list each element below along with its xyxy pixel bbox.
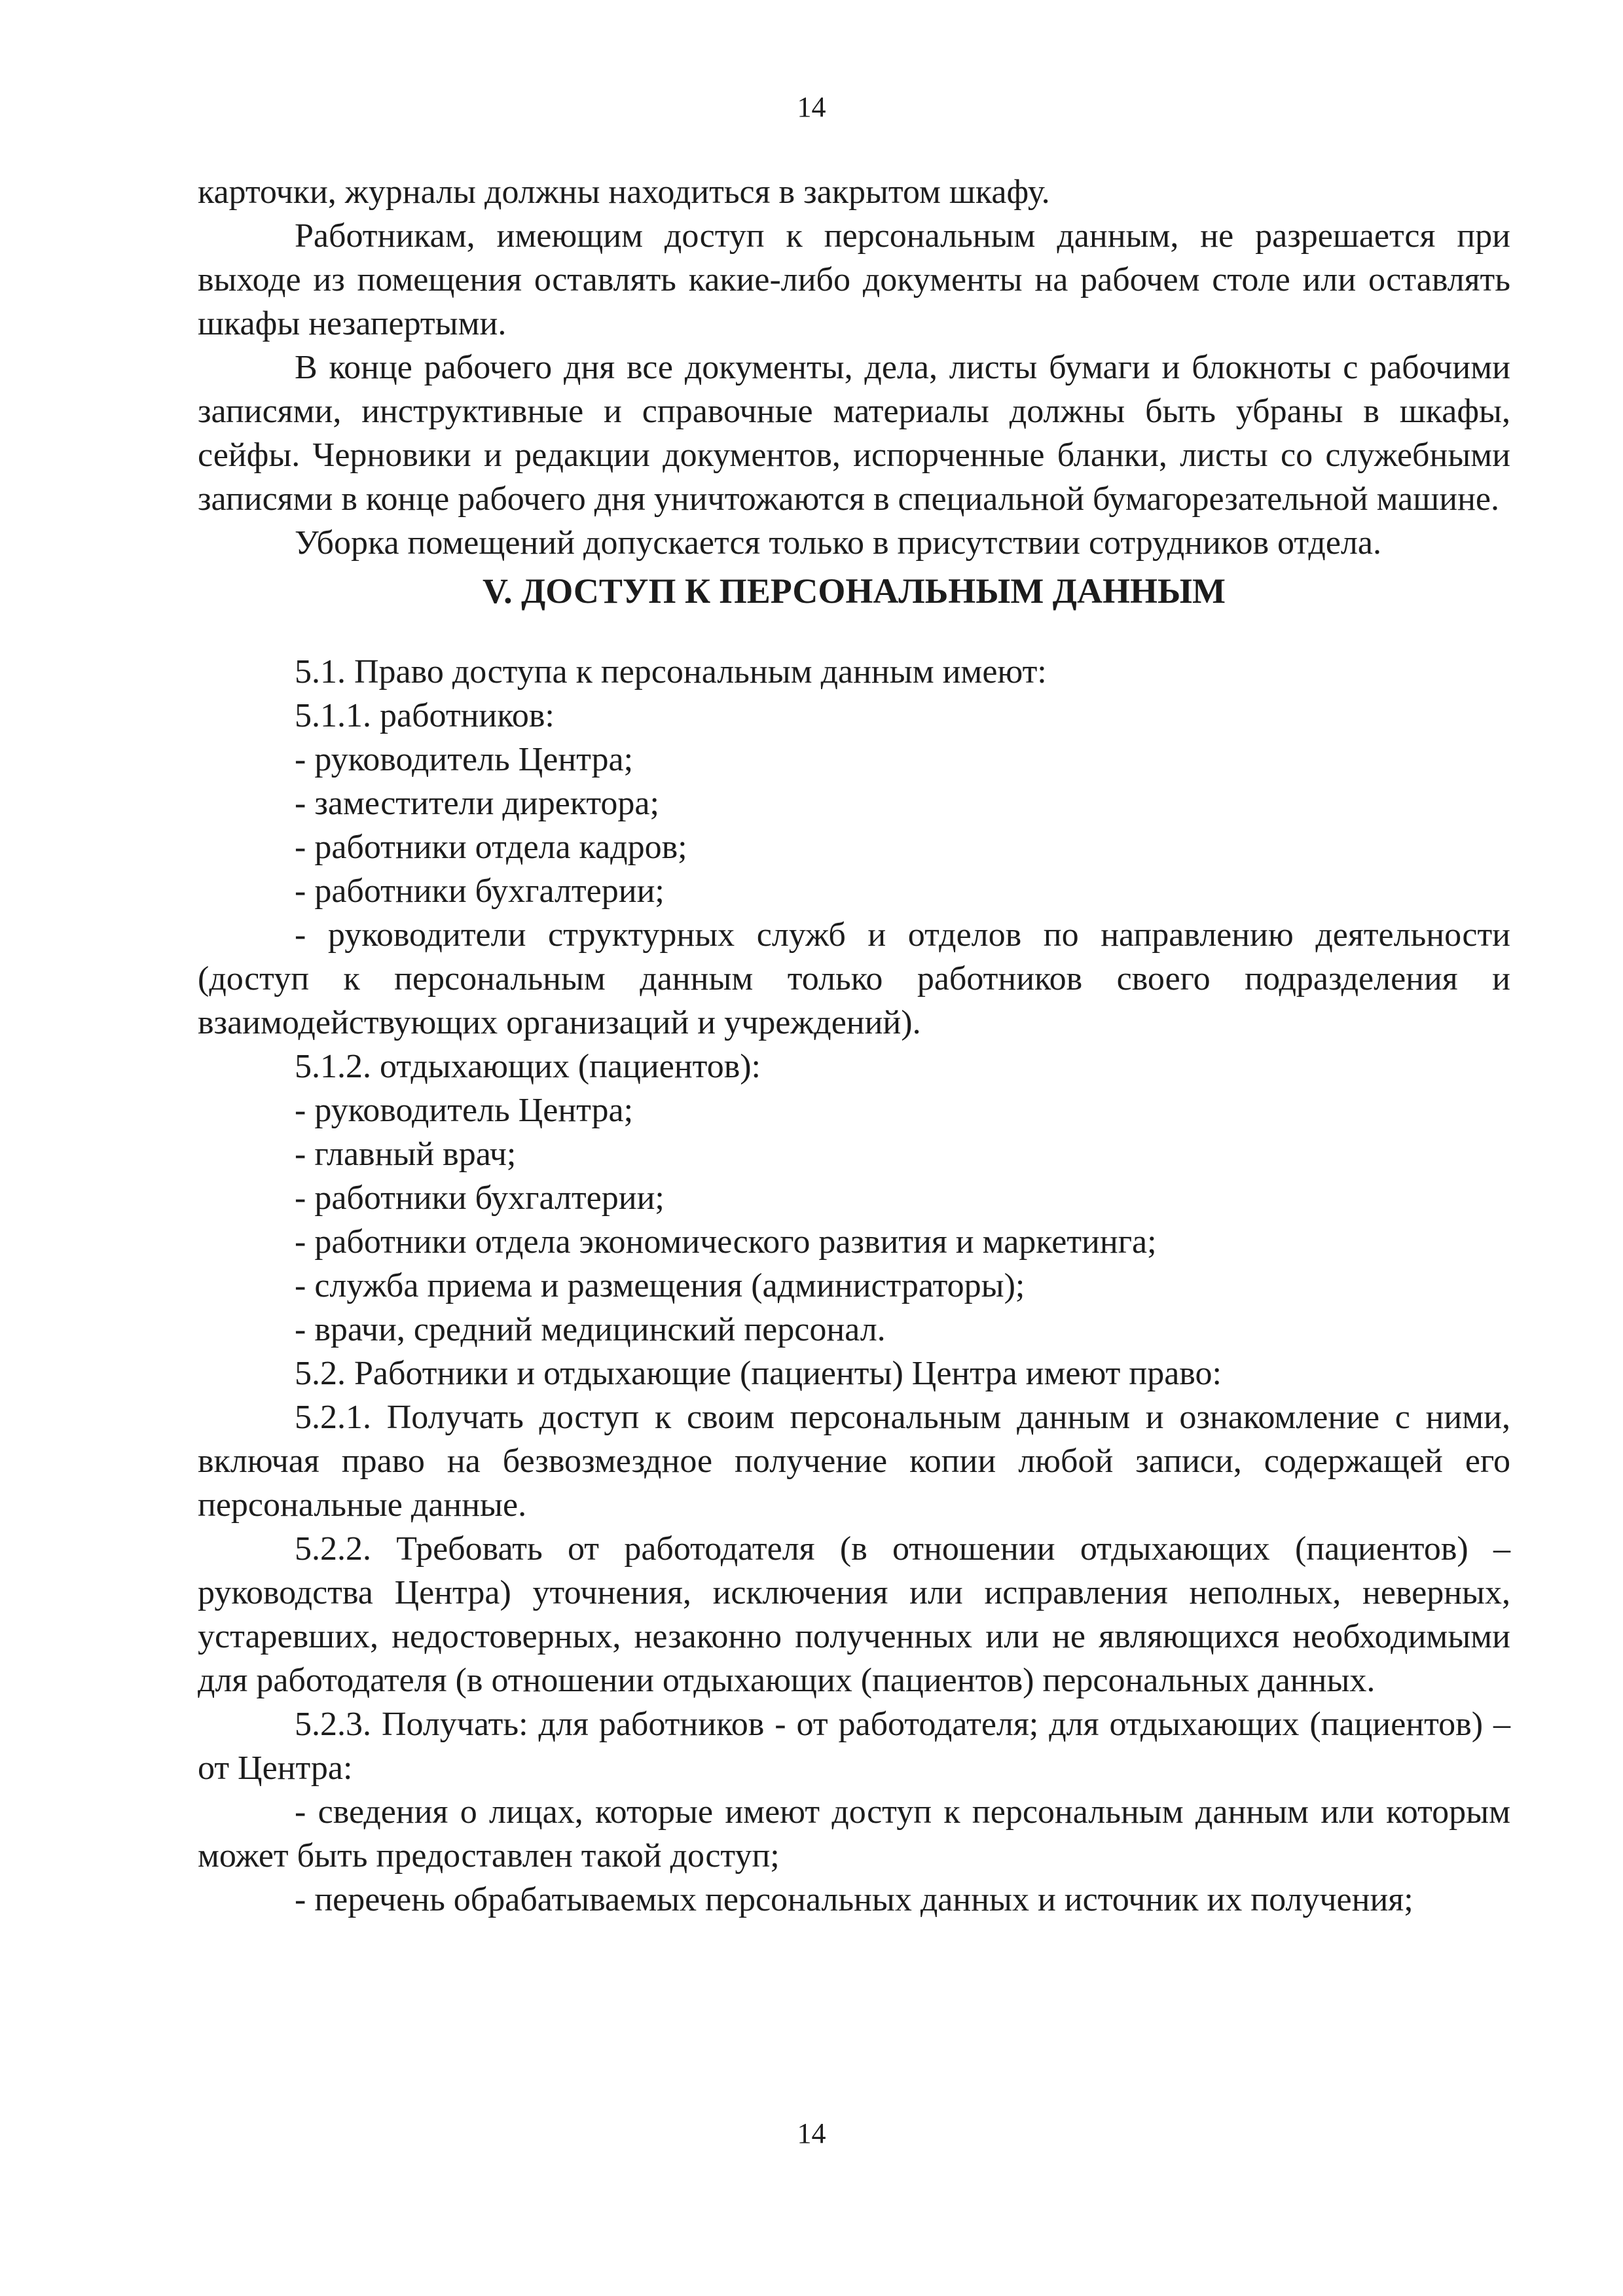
list-item: - главный врач;	[295, 1136, 517, 1173]
list-item: - руководитель Центра;	[295, 741, 634, 778]
paragraph: 5.2.2. Требовать от работодателя (в отношении отдыхающих (пациентов) – руководства Центра) уточнения, исключения или исправления неполных, неверных, устаревших, недостоверных, незаконно полученных или не являющихся необходимыми для работодателя (в отношении отдыхающих (пациентов) персональных данных.	[198, 1530, 1510, 1699]
list-item: - работники отдела кадров;	[295, 829, 687, 866]
list-item: - работники бухгалтерии;	[295, 872, 665, 910]
paragraph: Уборка помещений допускается только в присутствии сотрудников отдела.	[295, 524, 1381, 562]
paragraph: карточки, журналы должны находиться в закрытом шкафу.	[198, 173, 1050, 211]
paragraph: 5.2.3. Получать: для работников - от работодателя; для отдыхающих (пациентов) – от Центра:	[198, 1706, 1510, 1787]
list-item: - врачи, средний медицинский персонал.	[295, 1311, 886, 1348]
paragraph: 5.2. Работники и отдыхающие (пациенты) Центра имеют право:	[295, 1355, 1222, 1392]
section-heading: V. ДОСТУП К ПЕРСОНАЛЬНЫМ ДАННЫМ	[483, 571, 1226, 611]
list-item: - работники бухгалтерии;	[295, 1179, 665, 1217]
page-number-bottom: 14	[797, 2117, 826, 2149]
document-body	[198, 170, 1510, 1922]
list-item: - руководитель Центра;	[295, 1092, 634, 1129]
list-item: - работники отдела экономического развития и маркетинга;	[295, 1223, 1157, 1261]
page-number-top: 14	[797, 91, 826, 123]
list-item: - перечень обрабатываемых персональных данных и источник их получения;	[295, 1881, 1413, 1918]
list-item: - сведения о лицах, которые имеют доступ к персональным данным или которым может быть предоставлен такой доступ;	[198, 1793, 1510, 1874]
list-item: - заместители директора;	[295, 785, 659, 822]
paragraph: 5.1. Право доступа к персональным данным имеют:	[295, 653, 1047, 691]
paragraph: Работникам, имеющим доступ к персональным данным, не разрешается при выходе из помещения оставлять какие-либо документы на рабочем столе или оставлять шкафы незапертыми.	[198, 217, 1510, 342]
list-item: - служба приема и размещения (администраторы);	[295, 1267, 1025, 1304]
list-item: 5.1.2. отдыхающих (пациентов):	[295, 1048, 761, 1085]
paragraph: 5.2.1. Получать доступ к своим персональным данным и ознакомление с ними, включая право на безвозмездное получение копии любой записи, содержащей его персональные данные.	[198, 1399, 1510, 1524]
list-item: 5.1.1. работников:	[295, 697, 555, 734]
paragraph: В конце рабочего дня все документы, дела, листы бумаги и блокноты с рабочими записями, инструктивные и справочные материалы должны быть убраны в шкафы, сейфы. Черновики и редакции документов, испорченные бланки, листы со служебными записями в конце рабочего дня уничтожаются в специальной бумагорезательной машине.	[198, 349, 1510, 518]
list-item: - руководители структурных служб и отделов по направлению деятельности (доступ к персональным данным только работников своего подразделения и взаимодействующих организаций и учреждений).	[198, 916, 1510, 1041]
